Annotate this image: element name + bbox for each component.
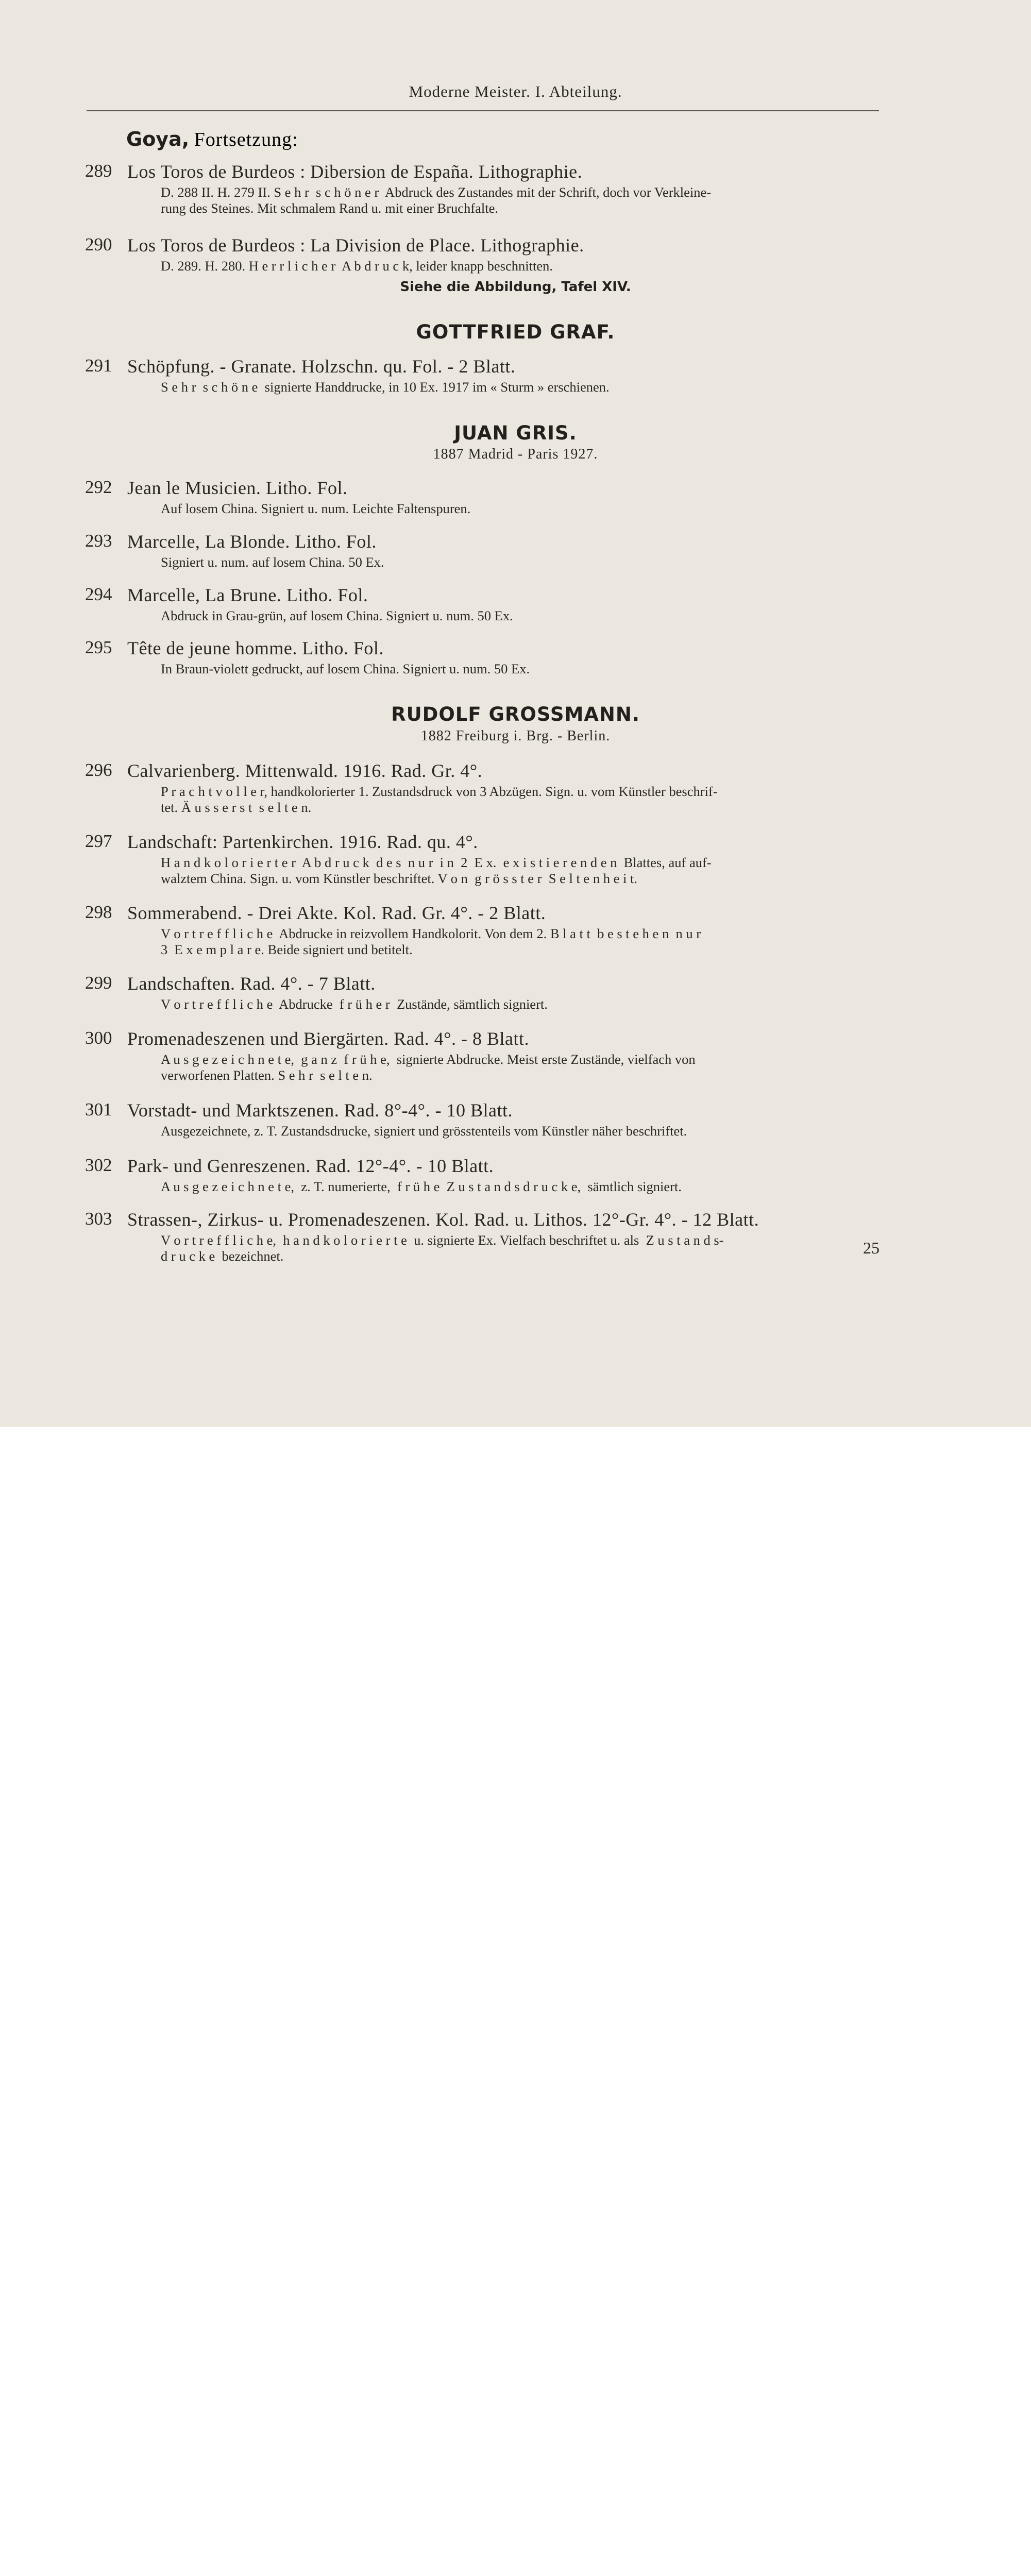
entry-note: A u s g e z e i c h n e t e, z. T. numerierte, f r ü h e Z u s t a n d s d r u c k e, sämtlich signiert. bbox=[161, 1179, 682, 1194]
entry-number: 299 bbox=[85, 973, 112, 993]
entry-title: Landschaften. Rad. 4°. - 7 Blatt. bbox=[127, 973, 376, 994]
entry-title: Los Toros de Burdeos : La Division de Place. Lithographie. bbox=[127, 235, 584, 256]
entry-note: Abdruck in Grau-grün, auf losem China. Signiert u. num. 50 Ex. bbox=[161, 608, 513, 623]
entry-number: 303 bbox=[85, 1209, 112, 1229]
entry-note: Auf losem China. Signiert u. num. Leichte Faltenspuren. bbox=[161, 501, 471, 516]
entry-title: Park- und Genreszenen. Rad. 12°-4°. - 10 Blatt. bbox=[127, 1156, 494, 1176]
entry-title: Strassen-, Zirkus- u. Promenadeszenen. Kol. Rad. u. Lithos. 12°-Gr. 4°. - 12 Blatt. bbox=[127, 1209, 759, 1230]
entry-title: Schöpfung. - Granate. Holzschn. qu. Fol. - 2 Blatt. bbox=[127, 356, 516, 377]
entry-number: 296 bbox=[85, 760, 112, 780]
entry-title: Promenadeszenen und Biergärten. Rad. 4°. - 8 Blatt. bbox=[127, 1028, 530, 1049]
entry-note: verworfenen Platten. S e h r s e l t e n. bbox=[161, 1067, 373, 1083]
entry-number: 294 bbox=[85, 584, 112, 604]
entry-note: Ausgezeichnete, z. T. Zustandsdrucke, signiert und grösstenteils vom Künstler näher beschriftet. bbox=[161, 1123, 687, 1139]
entry-number: 292 bbox=[85, 477, 112, 497]
artist-heading: JUAN GRIS. bbox=[454, 422, 577, 444]
entry-note: D. 288 II. H. 279 II. S e h r s c h ö n e r Abdruck des Zustandes mit der Schrift, doch vor Verkleine- bbox=[161, 184, 712, 200]
entry-number: 298 bbox=[85, 902, 112, 922]
entry-number: 290 bbox=[85, 234, 112, 255]
entry-note: S e h r s c h ö n e signierte Handdrucke, in 10 Ex. 1917 im « Sturm » erschienen. bbox=[161, 379, 610, 395]
artist-continuation-heading bbox=[126, 128, 298, 151]
artist-name: Goya, bbox=[126, 128, 190, 150]
entry-title: Marcelle, La Blonde. Litho. Fol. bbox=[127, 531, 377, 552]
entry-title: Marcelle, La Brune. Litho. Fol. bbox=[127, 585, 368, 605]
artist-heading: RUDOLF GROSSMANN. bbox=[391, 703, 640, 725]
entry-title: Jean le Musicien. Litho. Fol. bbox=[127, 478, 348, 498]
artist-dates: 1882 Freiburg i. Brg. - Berlin. bbox=[420, 728, 611, 744]
entry-title: Los Toros de Burdeos : Dibersion de España. Lithographie. bbox=[127, 161, 583, 182]
artist-dates: 1887 Madrid - Paris 1927. bbox=[433, 446, 598, 462]
entry-note: A u s g e z e i c h n e t e, g a n z f r ü h e, signierte Abdrucke. Meist erste Zustände, vielfach von bbox=[161, 1052, 696, 1067]
entry-title: Calvarienberg. Mittenwald. 1916. Rad. Gr. 4°. bbox=[127, 760, 483, 781]
viewer-footer bbox=[0, 1427, 1031, 1503]
entry-note: V o r t r e f f l i c h e Abdrucke in reizvollem Handkolorit. Von dem 2. B l a t t b e s t e h e n n u r bbox=[161, 926, 701, 941]
entry-note: V o r t r e f f l i c h e, h a n d k o l o r i e r t e u. signierte Ex. Vielfach beschriftet u. als Z u s t a n d s- bbox=[161, 1232, 724, 1248]
entry-number: 289 bbox=[85, 161, 112, 181]
header-rule bbox=[87, 110, 879, 111]
running-header: Moderne Meister. I. Abteilung. bbox=[409, 82, 622, 100]
artist-heading: GOTTFRIED GRAF. bbox=[416, 321, 615, 343]
entry-note: d r u c k e bezeichnet. bbox=[161, 1248, 284, 1264]
page-number: 25 bbox=[863, 1239, 880, 1257]
entry-title: Landschaft: Partenkirchen. 1916. Rad. qu. 4°. bbox=[127, 832, 478, 852]
entry-note: tet. Ä u s s e r s t s e l t e n. bbox=[161, 800, 312, 815]
entry-number: 300 bbox=[85, 1028, 112, 1048]
entry-number: 291 bbox=[85, 355, 112, 376]
entry-number: 295 bbox=[85, 637, 112, 657]
entry-number: 301 bbox=[85, 1099, 112, 1120]
entry-note: Signiert u. num. auf losem China. 50 Ex. bbox=[161, 554, 384, 570]
entry-title: Sommerabend. - Drei Akte. Kol. Rad. Gr. 4°. - 2 Blatt. bbox=[127, 903, 546, 923]
entry-number: 302 bbox=[85, 1155, 112, 1175]
figure-reference: Siehe die Abbildung, Tafel XIV. bbox=[400, 279, 631, 295]
entry-number: 293 bbox=[85, 531, 112, 551]
entry-note: P r a c h t v o l l e r, handkolorierter 1. Zustandsdruck von 3 Abzügen. Sign. u. vom Künstler beschrif- bbox=[161, 784, 718, 799]
continuation-label: Fortsetzung: bbox=[194, 129, 298, 150]
entry-title: Tête de jeune homme. Litho. Fol. bbox=[127, 638, 384, 658]
entry-note: H a n d k o l o r i e r t e r A b d r u c k d e s n u r i n 2 E x. e x i s t i e r e n d e n Blattes, auf auf- bbox=[161, 855, 712, 870]
entry-note: In Braun-violett gedruckt, auf losem China. Signiert u. num. 50 Ex. bbox=[161, 661, 530, 676]
entry-number: 297 bbox=[85, 831, 112, 851]
entry-note: D. 289. H. 280. H e r r l i c h e r A b d r u c k, leider knapp beschnitten. bbox=[161, 258, 553, 274]
entry-note: V o r t r e f f l i c h e Abdrucke f r ü h e r Zustände, sämtlich signiert. bbox=[161, 996, 548, 1012]
entry-note: rung des Steines. Mit schmalem Rand u. mit einer Bruchfalte. bbox=[161, 200, 498, 216]
entry-note: walztem China. Sign. u. vom Künstler beschriftet. V o n g r ö s s t e r S e l t e n h e i t. bbox=[161, 871, 637, 886]
entry-note: 3 E x e m p l a r e. Beide signiert und betitelt. bbox=[161, 942, 413, 957]
entry-title: Vorstadt- und Marktszenen. Rad. 8°-4°. - 10 Blatt. bbox=[127, 1100, 513, 1121]
